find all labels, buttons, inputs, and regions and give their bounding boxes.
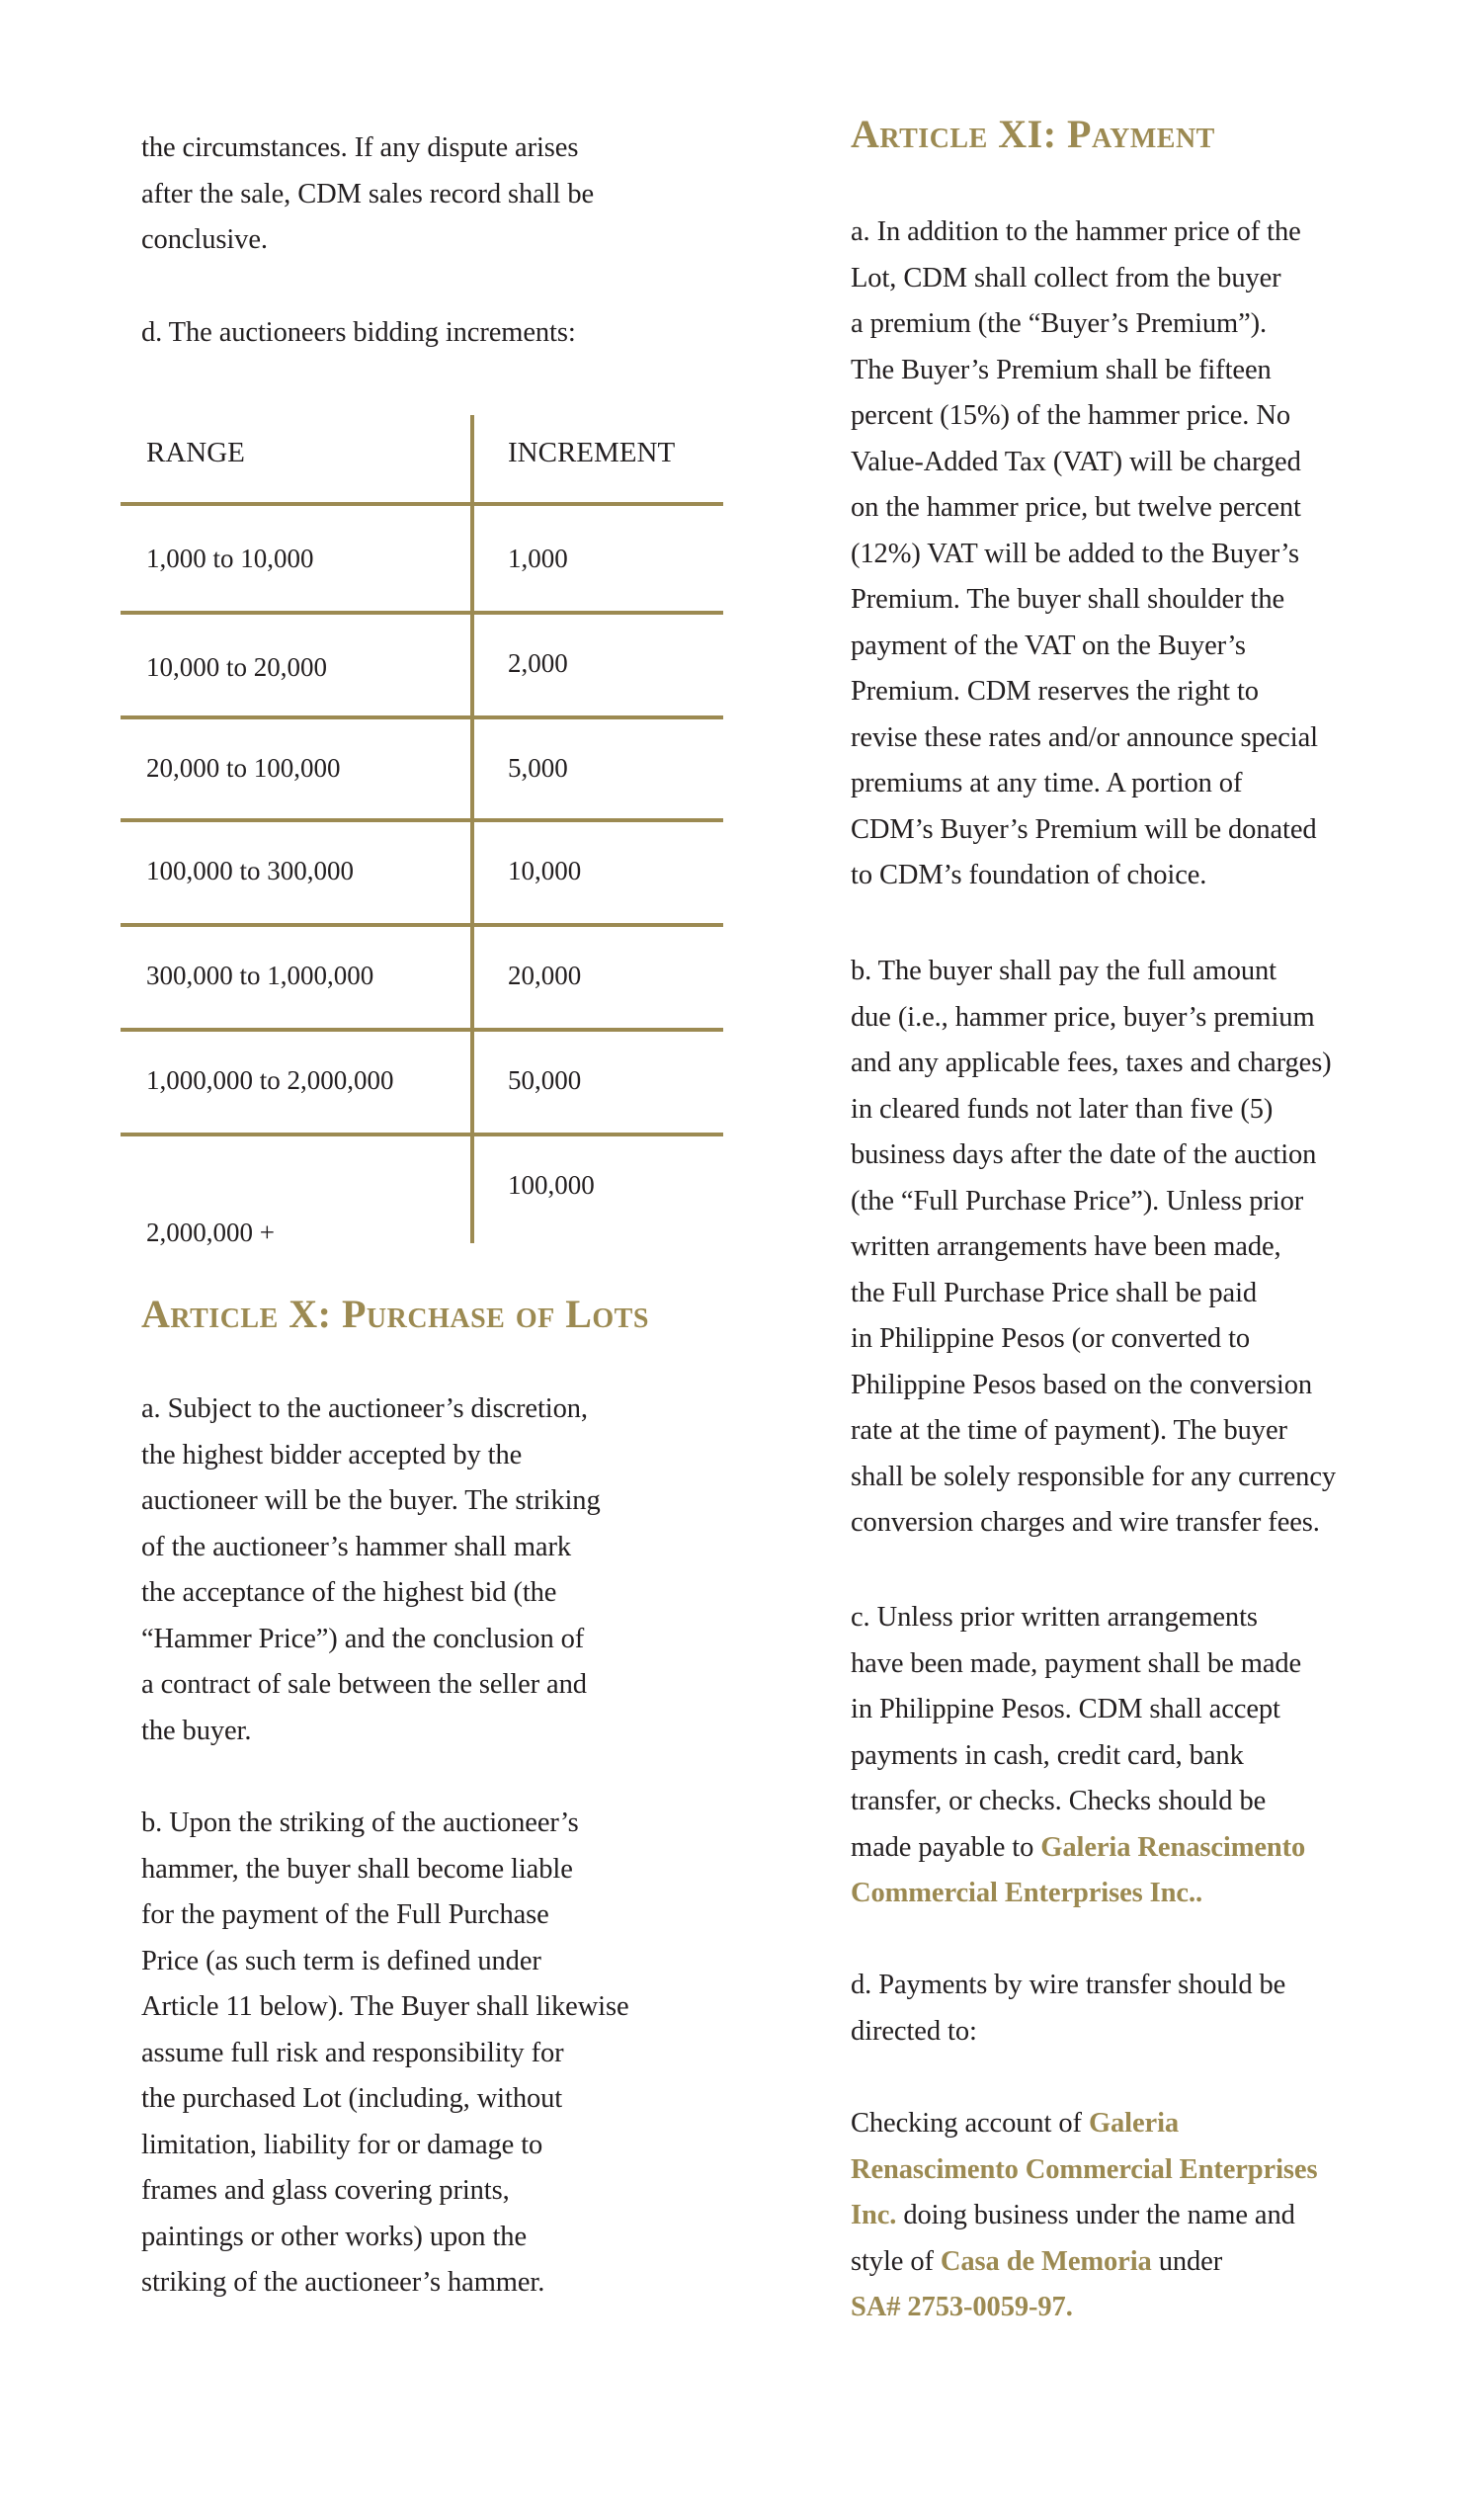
table-rule [121, 502, 723, 506]
table-cell-increment: 1,000 [508, 544, 568, 573]
checking-account-details: Checking account of Galeria Renascimento Commercial Enterprises Inc. doing business under the name and style of Casa de Memoria under SA# 2753-0059-97. [851, 2108, 1318, 2322]
increments-heading: d. The auctioneers bidding increments: [141, 317, 576, 348]
article-xi-paragraph-b: b. The buyer shall pay the full amount due (i.e., hammer price, buyer’s premium and any applicable fees, taxes and charges) in cleared funds not later than five (5) business days after the date of the auction (the “Full Purchase Price”). Unless prior written arrangements have been made, the Full Purchase Price shall be paid in Philippine Pesos (or converted to Philippine Pesos based on the conversion rate at the time of payment). The buyer shall be solely responsible for any currency conversion charges and wire transfer fees. [851, 956, 1337, 1538]
company-name: Galeria [1088, 2108, 1180, 2139]
table-cell-range: 20,000 to 100,000 [146, 753, 341, 783]
table-column-divider [470, 415, 474, 1243]
table-cell-increment: 10,000 [508, 856, 582, 885]
table-rule [121, 1028, 723, 1032]
table-cell-range: 1,000 to 10,000 [146, 544, 314, 573]
table-cell-range: 100,000 to 300,000 [146, 856, 355, 885]
table-cell-range: 10,000 to 20,000 [146, 652, 328, 682]
company-name-continued: Commercial Enterprises Inc.. [851, 1878, 1203, 1908]
table-cell-range: 300,000 to 1,000,000 [146, 961, 374, 990]
article-xi-paragraph-c: c. Unless prior written arrangements have been made, payment shall be made in Philippine Pesos. CDM shall accept payments in cash, credit card, bank transfer, or checks. Checks should be made payable to Galeria Renascimento Commercial Enterprises Inc.. [851, 1602, 1306, 1908]
company-name: Galeria Renascimento [1040, 1831, 1306, 1863]
table-cell-increment: 50,000 [508, 1065, 582, 1095]
article-x-paragraph-b: b. Upon the striking of the auctioneer’s hammer, the buyer shall become liable for the payment of the Full Purchase Price (as such term is defined under Article 11 below). The Buyer shall likewise assume full risk and responsibility for the purchased Lot (including, without limitation, liability for or damage to frames and glass covering prints, paintings or other works) upon the striking of the auctioneer’s hammer. [141, 1807, 629, 2298]
article-xi-title: Article XI: Payment [851, 112, 1215, 156]
table-cell-increment: 100,000 [508, 1170, 595, 1200]
article-xi-paragraph-a: a. In addition to the hammer price of the Lot, CDM shall collect from the buyer a premium (the “Buyer’s Premium”). The Buyer’s Premium shall be fifteen percent (15%) of the hammer price. No Value-Added Tax (VAT) will be charged on the hammer price, but twelve percent (12%) VAT will be added to the Buyer’s Premium. The buyer shall shoulder the payment of the VAT on the Buyer’s Premium. CDM reserves the right to revise these rates and/or announce special premiums at any time. A portion of CDM’s Buyer’s Premium will be donated to CDM’s foundation of choice. [851, 216, 1318, 890]
table-rule [121, 1133, 723, 1136]
table-header-increment: INCREMENT [508, 437, 676, 468]
intro-paragraph: the circumstances. If any dispute arises after the sale, CDM sales record shall be conclusive. [141, 132, 595, 255]
account-number: SA# 2753-0059-97. [851, 2292, 1073, 2322]
table-rule [121, 923, 723, 927]
article-xi-paragraph-d: d. Payments by wire transfer should be directed to: [851, 1970, 1286, 2047]
table-cell-range: 1,000,000 to 2,000,000 [146, 1065, 394, 1095]
brand-name: Casa de Memoria [940, 2245, 1152, 2277]
bidding-increments-table [121, 405, 723, 1245]
table-cell-increment: 5,000 [508, 753, 568, 783]
table-header-range: RANGE [146, 437, 245, 468]
table-cell-range: 2,000,000 + [146, 1218, 275, 1247]
table-rule [121, 715, 723, 719]
table-rule [121, 611, 723, 615]
company-name-suffix: Inc. [851, 2200, 897, 2230]
company-name-continued: Renascimento Commercial Enterprises [851, 2153, 1318, 2185]
article-x-paragraph-a: a. Subject to the auctioneer’s discretion, the highest bidder accepted by the auctioneer will be the buyer. The striking of the auctioneer’s hammer shall mark the acceptance of the highest bid (the “Hammer Price”) and the conclusion of a contract of sale between the seller and the buyer. [141, 1393, 601, 1746]
article-x-title: Article X: Purchase of Lots [141, 1292, 649, 1336]
table-cell-increment: 2,000 [508, 648, 568, 678]
table-rule [121, 818, 723, 822]
table-cell-increment: 20,000 [508, 961, 582, 990]
